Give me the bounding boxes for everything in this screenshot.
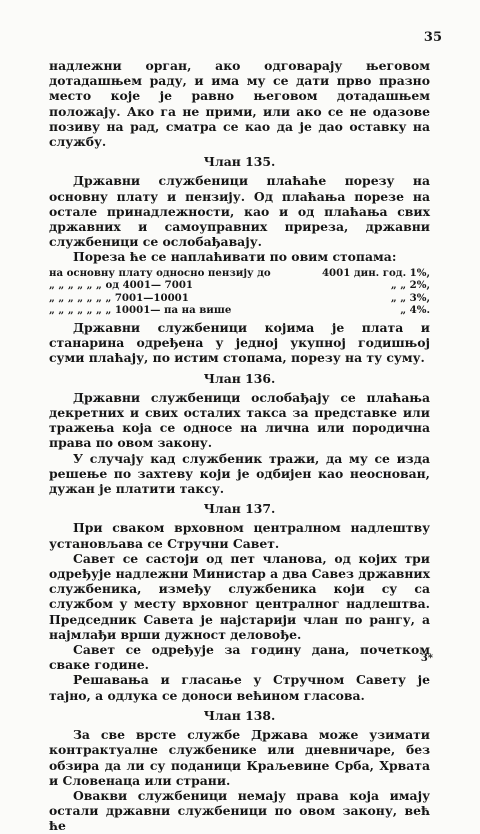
paragraph: За све врсте службе Држава може узимати контрактуалне службенике или дневничаре, без обзира да ли су поданици Краљевине Срба, Хрвата и Словенаца или страни. xyxy=(49,727,430,788)
tax-rate-value: „ „ 2%, xyxy=(390,279,430,292)
page-number: 35 xyxy=(423,30,442,45)
paragraph: Овакви службеници немају права која имају остали државни службеници по овом закону, већ ће xyxy=(49,787,430,834)
tax-rate-value: „ „ 3%, xyxy=(390,291,430,304)
signature-mark: 3* xyxy=(420,653,433,664)
paragraph: надлежни орган, ако одговарају његовом дотадашњем раду, и има му се дати прво празно место које је равно његовом дотадашњем положају. Ако га не прими, или ако се не одазове позиву на рад, сматра се као да је дао оставку на службу. xyxy=(49,58,430,150)
paragraph: Савет се састоји од пет чланова, од којих три одређује надлежни Министар а два Савез државних службеника, између службеника који су са службом у месту врховног централног надлештва. Председник Савета је најстарији члан по рангу, а најмлађи врши дужност деловође. xyxy=(49,550,430,642)
body-text xyxy=(49,58,430,834)
tax-rate-row xyxy=(49,292,430,305)
article-heading: Члан 137. xyxy=(203,501,276,517)
tax-rate-range: „ „ „ „ „ „ „ 7001—10001 xyxy=(49,291,189,304)
tax-rate-range: на основну плату односно пензију до xyxy=(49,266,271,279)
paragraph: Пореза ће се наплаћивати по овим стопама: xyxy=(73,249,397,265)
paragraph: Државни службеници плаћаће порезу на основну плату и пензију. Од плаћања порезе на остале принадлежности, као и од плаћања свих државних и самоуправних приреза, државни службеници се ослобађавају. xyxy=(49,173,430,250)
paragraph: При сваком врховном централном надлештву установљава се Стручни Савет. xyxy=(49,520,430,551)
paragraph: Државни службеници којима је плата и станарина одређена у једној укупној годишњој суми плаћају, по истим стопама, порезу на ту суму. xyxy=(49,320,430,366)
paragraph: Савет се одређује за годину дана, почетком сваке године. xyxy=(49,642,430,673)
tax-rate-range: „ „ „ „ „ „ „ 10001— па на више xyxy=(49,304,232,317)
paragraph: Државни службеници ослобађају се плаћања декретних и свих осталих такса за представке или тражења која се односе на лична или породична права по овом закону. xyxy=(49,389,430,451)
tax-rate-value: 4001 дин. год. 1%, xyxy=(321,266,430,279)
paragraph: Решавања и гласање у Стручном Савету је тајно, а одлука се доноси већином гласова. xyxy=(49,672,430,703)
tax-rate-range: „ „ „ „ „ „ од 4001— 7001 xyxy=(49,279,194,292)
tax-rate-row xyxy=(49,267,430,280)
tax-rate-value: „ 4%. xyxy=(400,304,430,317)
article-heading: Члан 135. xyxy=(203,154,276,170)
article-heading: Члан 138. xyxy=(203,707,276,723)
tax-rate-row xyxy=(49,304,430,317)
paragraph: У случају кад службеник тражи, да му се изда решење по захтеву који је одбијен као неоснован, дужан је платити таксу. xyxy=(49,450,430,497)
tax-rate-table xyxy=(49,267,430,317)
tax-rate-row xyxy=(49,279,430,292)
article-heading: Члан 136. xyxy=(203,370,276,386)
